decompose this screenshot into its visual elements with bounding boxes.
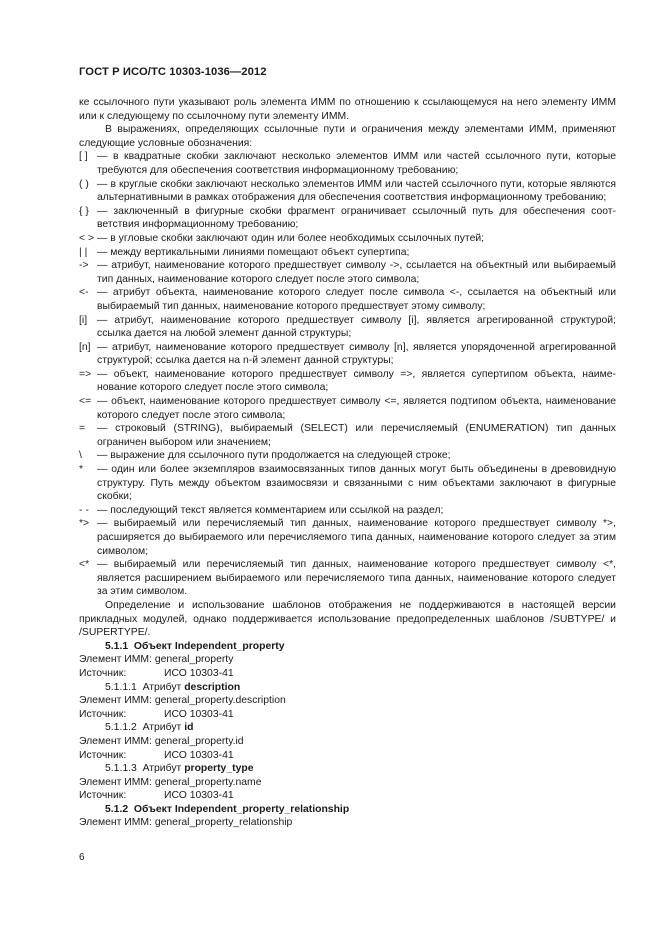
symbol-definition: [79, 341, 616, 368]
symbol: *: [79, 464, 84, 476]
page-number: 6: [79, 852, 85, 863]
symbol: =: [79, 423, 86, 435]
symbol-meaning: — строковый (STRING), выбираемый (SELECT) или перечисляемый (ENUMERATION) тип данных ограничен выбором или значением;: [97, 423, 616, 448]
symbol-meaning: — выбираемый или перечисляемый тип данных, наименование которого предшествует символу <*, является расширением выбираемого или перечисляемого типа данных, наименование которого следует за этим символом.: [97, 559, 616, 598]
symbol-definition: [79, 422, 616, 449]
section-5-1-1-2-element: Элемент ИММ: general_property.id: [79, 735, 244, 747]
symbol: < >: [79, 232, 95, 244]
symbol-meaning: — в угловые скобки заключают один или более необходимых ссылочных путей;: [97, 232, 485, 244]
symbol-meaning: — выбираемый или перечисляемый тип данных, наименование которого предшествует символу *>, расширяется до выбираемого или перечисляемого типа данных, наименование которого следует за этим символом;: [97, 518, 616, 557]
section-5-1-1-element: Элемент ИММ: general_property: [79, 654, 234, 666]
symbol-definition: [79, 368, 616, 395]
symbol: ( ): [79, 178, 89, 190]
symbol: [ ]: [79, 151, 88, 163]
section-5-1-1-3-source: Источник: ИСО 10303-41: [79, 790, 234, 802]
symbol-meaning: — в круглые скобки заключают несколько элементов ИММ или частей ссылочного пути, которые являются альтернативными в рамках отображения для обеспечения соответствия информационному требованию;: [97, 178, 616, 204]
symbol: - -: [79, 504, 89, 516]
symbol: \: [79, 450, 82, 462]
section-5-1-1-1-source: Источник: ИСО 10303-41: [79, 708, 234, 720]
symbol-meaning: — один или более экземпляров взаимосвязанных типов данных могут быть объединены в древовидную структуру. Путь между объектом взаимосвязи и связанными с ним объектами заключают в фигурные скобки;: [97, 464, 616, 503]
symbol: { }: [79, 205, 89, 217]
symbol: *>: [79, 518, 90, 530]
templates-note: Определение и использование шаблонов отображения не поддерживаются в настоящей версии прикладных модулей, однако поддерживается использование предопределенных шаблонов /SUBTYPE/ и /SUPERTYPE/.: [79, 599, 616, 639]
symbol-definition: [79, 259, 616, 286]
section-5-1-1-2-heading: 5.1.1.2 Атрибут id: [105, 722, 194, 734]
symbol-meaning: — атрибут объекта, наименование которого следует после символа <-, ссылается на объектный или выбираемый тип данных, наименование которого предшествует этому символу;: [97, 287, 616, 312]
section-5-1-1-1-element: Элемент ИММ: general_property.description: [79, 695, 286, 707]
symbol: [n]: [79, 341, 91, 353]
symbol-meaning: — последующий текст является комментарием или ссылкой на раздел;: [97, 504, 444, 516]
symbol: <-: [79, 287, 89, 299]
page-content: [79, 96, 616, 830]
symbol-definition: [79, 232, 616, 246]
section-5-1-1-2-source: Источник: ИСО 10303-41: [79, 749, 234, 761]
section-5-1-1-3-heading: 5.1.1.3 Атрибут property_type: [105, 763, 254, 775]
section-5-1-1-source: Источник: ИСО 10303-41: [79, 667, 234, 679]
symbol-meaning: — в квадратные скобки заключают несколько элементов ИММ или частей ссылочного пути, которые требуются для обеспечения соответствия информационному требованию;: [97, 151, 616, 176]
section-5-1-1-heading: 5.1.1 Объект Independent_property: [105, 640, 285, 652]
section-5-1-2-element: Элемент ИММ: general_property_relationship: [79, 817, 293, 829]
symbol-definition: [79, 463, 616, 504]
symbol-definition: [79, 504, 616, 518]
symbol: ->: [79, 260, 89, 272]
symbol-definition: [79, 558, 616, 599]
symbol: <*: [79, 559, 90, 571]
intro-paragraph: ке ссылочного пути указывают роль элемента ИММ по отношению к ссылающемуся на него элементу ИММ или к следующему по ссылочному пути элементу ИММ.: [79, 97, 616, 122]
symbol: [i]: [79, 314, 88, 326]
symbol-definition: [79, 178, 616, 205]
symbol-definition: [79, 286, 616, 313]
document-header: ГОСТ Р ИСО/ТС 10303-1036—2012: [79, 66, 267, 78]
section-5-1-1-3-element: Элемент ИММ: general_property.name: [79, 776, 262, 788]
symbol-definition: [79, 395, 616, 422]
symbol-meaning: — атрибут, наименование которого предшествует символу [i], является агрегированной структурой; ссылка дается на любой элемент данной структуры;: [97, 314, 616, 340]
symbol-definition: [79, 449, 616, 463]
symbol-meaning: — заключенный в фигурные скобки фрагмент ограничивает ссылочный путь для обеспечения соответствия информационному требованию;: [97, 205, 616, 231]
symbol-meaning: — выражение для ссылочного пути продолжается на следующей строке;: [97, 450, 451, 462]
section-5-1-1-1-heading: 5.1.1.1 Атрибут description: [105, 681, 241, 693]
symbol-meaning: — объект, наименование которого предшествует символу =>, является супертипом объекта, наименование которого следует после этого символа;: [97, 368, 616, 394]
symbol-definition: [79, 205, 616, 232]
symbol: <=: [79, 396, 92, 408]
symbol-definition: [79, 314, 616, 341]
lead-paragraph: В выражениях, определяющих ссылочные пути и ограничения между элементами ИММ, применяют следующие условные обозначения:: [79, 124, 616, 149]
symbol-meaning: — атрибут, наименование которого предшествует символу ->, ссылается на объектный или выбираемый тип данных, наименование которого следует после этого символа;: [97, 260, 616, 285]
symbol-definition: [79, 246, 616, 260]
symbol-definition: [79, 517, 616, 558]
symbol-list: [79, 150, 616, 599]
section-5-1-2-heading: 5.1.2 Объект Independent_property_relationship: [105, 803, 350, 815]
symbol-meaning: — объект, наименование которого предшествует символу <=, является подтипом объекта, наименование которого следует после этого символа;: [97, 396, 616, 421]
symbol-definition: [79, 150, 616, 177]
symbol-meaning: — атрибут, наименование которого предшествует символу [n], является упорядоченной агрегированной структурой; ссылка дается на n-й элемент данной структуры;: [97, 341, 616, 367]
symbol: | |: [79, 246, 88, 258]
symbol: =>: [79, 368, 92, 380]
symbol-meaning: — между вертикальными линиями помещают объект супертипа;: [97, 246, 410, 258]
